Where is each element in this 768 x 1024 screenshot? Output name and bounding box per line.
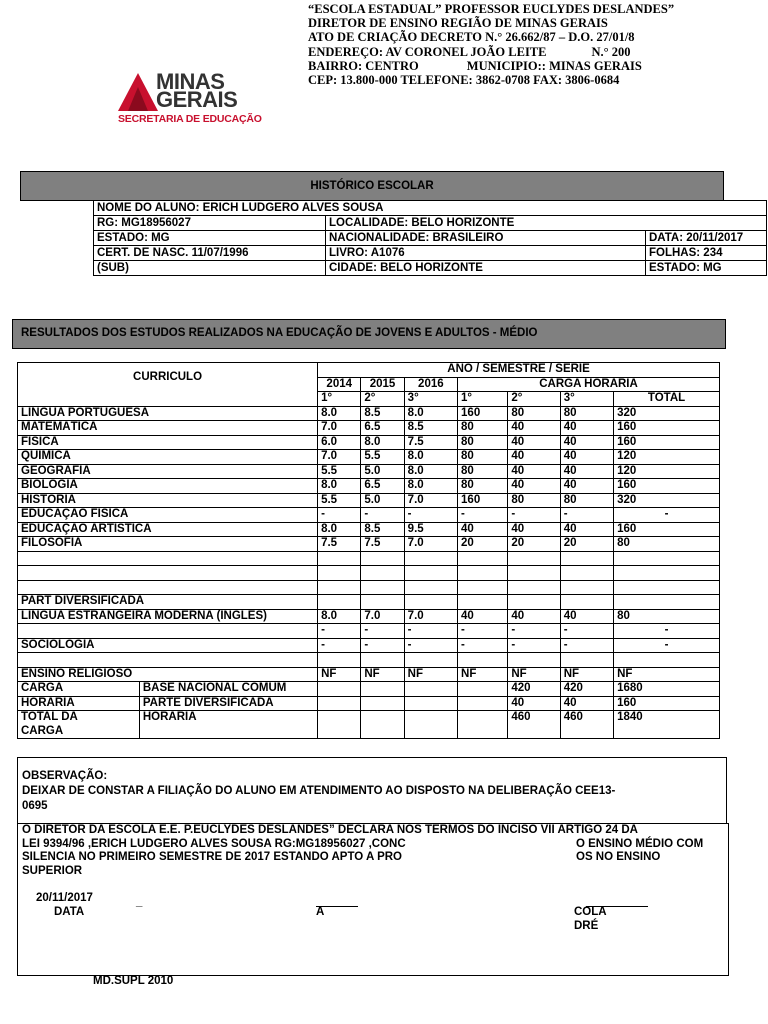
grade-cell: [404, 595, 457, 610]
subject-name: [18, 566, 318, 581]
total-hours-cell: -: [614, 624, 720, 639]
subject-row: [18, 551, 720, 566]
carga-horaria-header: CARGA HORÁRIA: [458, 377, 720, 392]
hours-cell: 80: [458, 450, 508, 465]
resultados-title: RESULTADOS DOS ESTUDOS REALIZADOS NA EDUCAÇÃO DE JOVENS E ADULTOS - MÉDIO: [21, 327, 538, 339]
hours-cell: 40: [508, 522, 560, 537]
subject-name: FILOSOFIA: [18, 537, 318, 552]
subject-name: BIOLOGIA: [18, 479, 318, 494]
grade-cell: 7.5: [404, 435, 457, 450]
grade-cell: 8.0: [318, 609, 361, 624]
grade-cell: [318, 580, 361, 595]
base-nacional-label: BASE NACIONAL COMUM: [139, 682, 317, 697]
grade-cell: [404, 551, 457, 566]
grade-cell: 8.0: [318, 522, 361, 537]
header-bairro: BAIRRO: CENTRO: [308, 58, 419, 73]
hours-cell: 80: [508, 493, 560, 508]
hours-cell: [458, 580, 508, 595]
serie-header: 2°: [361, 392, 404, 407]
hours-cell: 40: [560, 421, 613, 436]
grade-cell: [318, 653, 361, 668]
grade-cell: -: [404, 508, 457, 523]
grade-cell: 7.0: [361, 609, 404, 624]
hours-cell: 40: [508, 609, 560, 624]
grade-cell: [318, 566, 361, 581]
signature-label-diretor: DRÉ: [574, 920, 599, 932]
subject-name: ENSINO RELIGIOSO: [18, 667, 318, 682]
header-address: ENDEREÇO: AV CORONEL JOÃO LEITE: [308, 44, 547, 59]
issue-date: DATA: 20/11/2017: [646, 231, 767, 246]
hours-cell: 40: [458, 522, 508, 537]
hours-cell: [560, 566, 613, 581]
livro: LIVRO: A1076: [326, 246, 646, 261]
subject-row: [18, 580, 720, 595]
declaration-line-1: O DIRETOR DA ESCOLA E.E. P.EUCLYDES DESLANDES” DECLARA NOS TERMOS DO INCISO VII ARTIGO 24 DA: [22, 824, 638, 836]
hours-cell: 80: [458, 435, 508, 450]
header-line-1: “ESCOLA ESTADUAL” PROFESSOR EUCLYDES DESLANDES”: [308, 2, 675, 16]
subject-row: [18, 435, 720, 450]
base-cell: [318, 682, 361, 697]
subject-row: [18, 493, 720, 508]
curriculo-header: CURRICULO: [18, 363, 318, 407]
grade-cell: 8.0: [318, 406, 361, 421]
grade-cell: 5.5: [318, 493, 361, 508]
parte-div-label: PARTE DIVERSIFICADA: [139, 696, 317, 711]
grade-cell: NF: [318, 667, 361, 682]
subject-name: [18, 624, 318, 639]
subject-name: LÍNGUA PORTUGUESA: [18, 406, 318, 421]
grade-cell: -: [361, 638, 404, 653]
hours-cell: [458, 566, 508, 581]
grade-cell: 5.5: [361, 450, 404, 465]
grade-cell: NF: [361, 667, 404, 682]
hours-cell: 40: [508, 479, 560, 494]
hours-cell: [458, 551, 508, 566]
total-hours-cell: [614, 595, 720, 610]
declaration-line-4: SUPERIOR: [22, 864, 83, 877]
subject-name: LÍNGUA ESTRANGEIRA MODERNA (INGLES): [18, 609, 318, 624]
hours-cell: 160: [458, 406, 508, 421]
student-localidade: LOCALIDADE: BELO HORIZONTE: [326, 216, 767, 231]
hours-cell: -: [560, 638, 613, 653]
total-hours-cell: 80: [614, 537, 720, 552]
grade-cell: 8.0: [404, 406, 457, 421]
observation-text-1: DEIXAR DE CONSTAR A FILIAÇÃO DO ALUNO EM ATENDIMENTO AO DISPOSTO NA DELIBERAÇÃO CEE13-: [22, 785, 616, 797]
hours-cell: [508, 566, 560, 581]
total-cell: [318, 711, 361, 739]
grade-cell: 7.5: [318, 537, 361, 552]
hours-cell: -: [560, 624, 613, 639]
declaration-line-2a: LEI 9394/96 ,ERICH LUDGERO ALVES SOUSA RG:MG18956027 ,CONC: [22, 837, 406, 850]
hours-cell: [508, 595, 560, 610]
grade-cell: 7.0: [404, 537, 457, 552]
grade-cell: [318, 595, 361, 610]
header-line-3: ATO DE CRIAÇÃO DECRETO N.° 26.662/87 – D.O. 27/01/8: [308, 30, 635, 45]
hours-cell: 40: [458, 609, 508, 624]
footer-code: MD.SUPL 2010: [93, 975, 174, 987]
grade-cell: -: [318, 508, 361, 523]
hours-cell: NF: [508, 667, 560, 682]
hours-cell: [560, 595, 613, 610]
hours-cell: 80: [458, 464, 508, 479]
grade-cell: 6.5: [361, 421, 404, 436]
logo-subtitle: SECRETARIA DE EDUCAÇÃO: [118, 113, 262, 125]
grade-cell: 7.0: [404, 493, 457, 508]
signature-label-escola: COLA: [574, 906, 607, 918]
resultados-banner: [12, 319, 726, 349]
grade-cell: [361, 595, 404, 610]
total-cell: 460: [560, 711, 613, 739]
total-carga-text: CARGA: [21, 724, 64, 737]
subject-name: SOCIOLOGIA: [18, 638, 318, 653]
grade-cell: 5.0: [361, 464, 404, 479]
total-hours-cell: 80: [614, 609, 720, 624]
hours-cell: 40: [560, 479, 613, 494]
total-hours-cell: NF: [614, 667, 720, 682]
grade-cell: -: [404, 624, 457, 639]
grade-cell: -: [361, 624, 404, 639]
declaration-date: 20/11/2017: [36, 892, 93, 904]
subject-row: [18, 421, 720, 436]
hours-cell: 40: [508, 435, 560, 450]
base-cell: [404, 682, 457, 697]
hours-cell: [458, 653, 508, 668]
grade-cell: -: [361, 508, 404, 523]
hours-cell: -: [508, 638, 560, 653]
student-info-table: [93, 200, 767, 276]
parte-cell: [404, 696, 457, 711]
hours-cell: -: [458, 508, 508, 523]
hours-cell: [560, 551, 613, 566]
hours-cell: NF: [458, 667, 508, 682]
serie-header: 2°: [508, 392, 560, 407]
base-cell: [361, 682, 404, 697]
grade-cell: [404, 580, 457, 595]
grade-cell: [361, 551, 404, 566]
student-nacionalidade: NACIONALIDADE: BRASILEIRO: [326, 231, 646, 246]
total-cell: [404, 711, 457, 739]
hours-cell: -: [508, 624, 560, 639]
hours-cell: 80: [560, 406, 613, 421]
hours-cell: 80: [508, 406, 560, 421]
total-hours-cell: 320: [614, 493, 720, 508]
hours-cell: 20: [508, 537, 560, 552]
subject-row: [18, 566, 720, 581]
grade-cell: 8.0: [404, 464, 457, 479]
total-hours-cell: -: [614, 638, 720, 653]
serie-header: 3°: [560, 392, 613, 407]
parte-cell: [361, 696, 404, 711]
grade-cell: 8.0: [404, 479, 457, 494]
header-line-4: [308, 45, 768, 59]
grade-cell: -: [318, 624, 361, 639]
total-hours-cell: -: [614, 508, 720, 523]
grade-cell: 8.0: [404, 450, 457, 465]
hours-cell: [560, 580, 613, 595]
grade-cell: [361, 566, 404, 581]
hours-cell: [508, 580, 560, 595]
total-cell: [458, 711, 508, 739]
hours-cell: 40: [508, 464, 560, 479]
year-header: 2016: [404, 377, 457, 392]
header-line-2: DIRETOR DE ENSINO REGIÃO DE MINAS GERAIS: [308, 16, 608, 31]
subject-row: [18, 537, 720, 552]
subject-row: [18, 609, 720, 624]
subject-row: [18, 406, 720, 421]
header-number: N.° 200: [591, 44, 631, 59]
grade-cell: 8.5: [361, 522, 404, 537]
hours-cell: [560, 653, 613, 668]
grade-cell: 9.5: [404, 522, 457, 537]
subject-name: [18, 580, 318, 595]
student-estado: ESTADO: MG: [94, 231, 326, 246]
subject-name: MATEMÁTICA: [18, 421, 318, 436]
subject-name: EDUCAÇÃO FÍSICA: [18, 508, 318, 523]
total-hours-cell: [614, 551, 720, 566]
student-name: NOME DO ALUNO: ERICH LUDGERO ALVES SOUSA: [94, 201, 767, 216]
total-cell: [361, 711, 404, 739]
total-hours-cell: 320: [614, 406, 720, 421]
hours-cell: 20: [560, 537, 613, 552]
birth-cert: CERT. DE NASC. 11/07/1996: [94, 246, 326, 261]
declaration-line-3a: SILENCIA NO PRIMEIRO SEMESTRE DE 2017 ESTANDO APTO A PRO: [22, 851, 402, 863]
subject-row: [18, 522, 720, 537]
school-header: [308, 2, 768, 87]
subject-name: QUÍMICA: [18, 450, 318, 465]
parte-cell: [318, 696, 361, 711]
year-header: 2014: [318, 377, 361, 392]
hours-cell: [458, 595, 508, 610]
date-underscore: _: [136, 896, 143, 908]
hours-cell: 80: [458, 421, 508, 436]
grade-cell: [318, 551, 361, 566]
grade-cell: 7.0: [318, 450, 361, 465]
declaration-line-3: [18, 851, 728, 865]
logo-text-minas: MINAS: [156, 69, 225, 94]
subject-row: [18, 464, 720, 479]
hours-cell: 40: [560, 464, 613, 479]
total-hours-cell: 160: [614, 435, 720, 450]
subject-row: [18, 667, 720, 682]
total-header: TOTAL: [614, 392, 720, 407]
total-horaria-label: HORÁRIA: [139, 711, 317, 739]
total-da-text: TOTAL DA: [21, 711, 78, 723]
grade-cell: -: [404, 638, 457, 653]
year-header: 2015: [361, 377, 404, 392]
serie-header: 1°: [318, 392, 361, 407]
hours-cell: 80: [560, 493, 613, 508]
total-hours-cell: [614, 566, 720, 581]
header-line-6: CEP: 13.800-000 TELEFONE: 3862-0708 FAX: 3806-0684: [308, 73, 620, 88]
logo-triangle-icon: [118, 73, 158, 113]
subject-name: GEOGRAFIA: [18, 464, 318, 479]
total-hours-cell: 120: [614, 450, 720, 465]
folhas: FOLHAS: 234: [646, 246, 767, 261]
grade-cell: [404, 653, 457, 668]
base-cell: 420: [508, 682, 560, 697]
grade-cell: [404, 566, 457, 581]
hours-cell: -: [458, 624, 508, 639]
grade-cell: 7.5: [361, 537, 404, 552]
grade-cell: 8.5: [361, 406, 404, 421]
hours-cell: 160: [458, 493, 508, 508]
serie-header: 1°: [458, 392, 508, 407]
header-line-5: [308, 59, 768, 73]
carga-label: CARGA: [18, 682, 140, 697]
date-label: DATA: [54, 906, 85, 918]
base-cell: 420: [560, 682, 613, 697]
hours-cell: 40: [560, 522, 613, 537]
student-rg: RG: MG18956027: [94, 216, 326, 231]
hours-cell: -: [458, 638, 508, 653]
declaration-line-3b: OS NO ENSINO: [576, 851, 661, 863]
grand-total: 1840: [614, 711, 720, 739]
hours-cell: NF: [560, 667, 613, 682]
grade-cell: 8.5: [404, 421, 457, 436]
subject-row: [18, 508, 720, 523]
hours-cell: [508, 653, 560, 668]
hours-cell: [508, 551, 560, 566]
base-cell: [458, 682, 508, 697]
subject-row: [18, 638, 720, 653]
total-hours-cell: [614, 653, 720, 668]
subject-row: [18, 450, 720, 465]
total-hours-cell: 160: [614, 479, 720, 494]
subject-name: EDUCAÇÃO ARTÍSTICA: [18, 522, 318, 537]
grades-table: [17, 362, 720, 739]
subject-name: [18, 551, 318, 566]
grade-cell: 5.0: [361, 493, 404, 508]
parte-cell: 40: [560, 696, 613, 711]
subject-row: [18, 595, 720, 610]
subject-name: [18, 653, 318, 668]
hours-cell: 40: [560, 450, 613, 465]
total-cell: 460: [508, 711, 560, 739]
signature-label-a: A: [316, 906, 325, 918]
estado-2: ESTADO: MG: [646, 261, 767, 276]
hours-cell: 20: [458, 537, 508, 552]
logo-text-gerais: GERAIS: [156, 87, 238, 112]
hours-cell: 80: [458, 479, 508, 494]
grade-cell: 8.0: [361, 435, 404, 450]
declaration-line-2: [18, 838, 728, 852]
grade-cell: [361, 653, 404, 668]
horaria-label: HORÁRIA: [18, 696, 140, 711]
grade-cell: 7.0: [318, 421, 361, 436]
minas-gerais-logo: [118, 70, 268, 130]
subject-row: [18, 653, 720, 668]
grade-cell: [361, 580, 404, 595]
parte-total: 160: [614, 696, 720, 711]
historico-banner: [20, 171, 724, 201]
hours-cell: 40: [560, 435, 613, 450]
grade-cell: 6.0: [318, 435, 361, 450]
grade-cell: 7.0: [404, 609, 457, 624]
subject-name: HISTÓRIA: [18, 493, 318, 508]
total-hours-cell: 160: [614, 421, 720, 436]
observation-text-2: 0695: [22, 800, 48, 812]
base-total: 1680: [614, 682, 720, 697]
grade-cell: 8.0: [318, 479, 361, 494]
total-hours-cell: [614, 580, 720, 595]
hours-cell: -: [560, 508, 613, 523]
subject-row: [18, 624, 720, 639]
hours-cell: 40: [508, 450, 560, 465]
parte-cell: [458, 696, 508, 711]
grade-cell: -: [318, 638, 361, 653]
historico-title: HISTÓRICO ESCOLAR: [310, 180, 434, 192]
grade-cell: 5.5: [318, 464, 361, 479]
sub: (SUB): [94, 261, 326, 276]
cidade: CIDADE: BELO HORIZONTE: [326, 261, 646, 276]
header-municipio: MUNICIPIO:: MINAS GERAIS: [466, 58, 642, 73]
total-hours-cell: 160: [614, 522, 720, 537]
observation-box: [17, 757, 727, 824]
subject-name: PART DIVERSIFICADA: [18, 595, 318, 610]
declaration-box: [17, 823, 729, 976]
subject-name: FÍSICA: [18, 435, 318, 450]
hours-cell: -: [508, 508, 560, 523]
parte-cell: 40: [508, 696, 560, 711]
total-da-carga-label: [18, 711, 140, 739]
total-hours-cell: 120: [614, 464, 720, 479]
grade-cell: NF: [404, 667, 457, 682]
declaration-line-2b: O ENSINO MÉDIO COM: [576, 837, 704, 850]
ano-semestre-header: ANO / SEMESTRE / SÉRIE: [318, 363, 720, 378]
hours-cell: 40: [560, 609, 613, 624]
observation-title: OBSERVAÇÃO:: [22, 770, 108, 782]
serie-header: 3°: [404, 392, 457, 407]
hours-cell: 40: [508, 421, 560, 436]
subject-row: [18, 479, 720, 494]
grade-cell: 6.5: [361, 479, 404, 494]
